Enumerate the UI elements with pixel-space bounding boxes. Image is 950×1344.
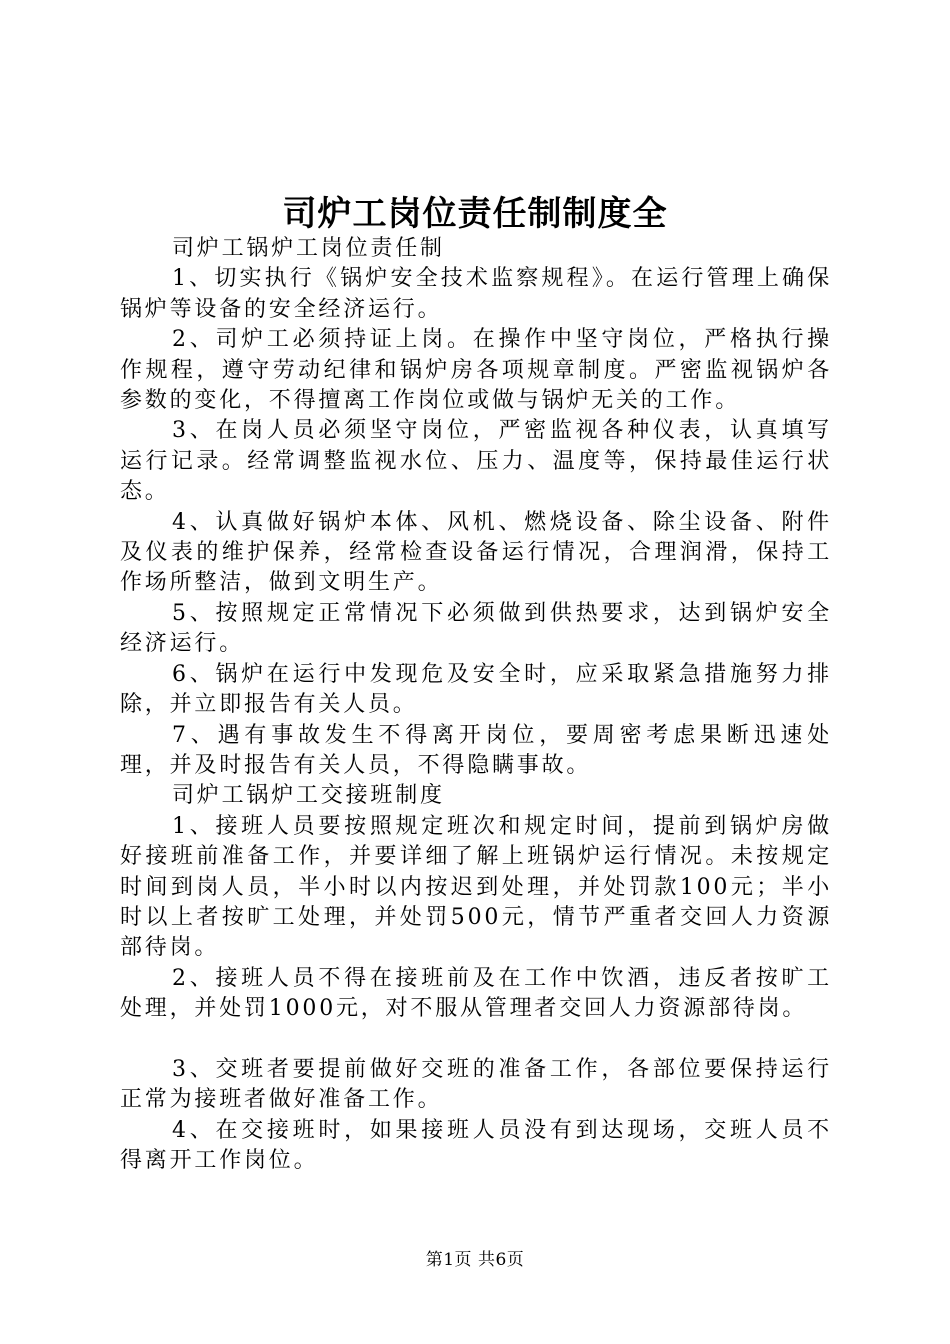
paragraph: 7、遇有事故发生不得离开岗位，要周密考虑果断迅速处理，并及时报告有关人员，不得隐瞒事故。 — [120, 722, 832, 778]
page-indicator: 第1页 共6页 — [425, 1250, 525, 1270]
paragraph: 3、在岗人员必须坚守岗位，严密监视各种仪表，认真填写运行记录。经常调整监视水位、压力、温度等，保持最佳运行状态。 — [120, 418, 832, 505]
paragraph: 2、司炉工必须持证上岗。在操作中坚守岗位，严格执行操作规程，遵守劳动纪律和锅炉房各项规章制度。严密监视锅炉各参数的变化，不得擅离工作岗位或做与锅炉无关的工作。 — [120, 327, 832, 414]
section-heading-shift-handover: 司炉工锅炉工交接班制度 — [172, 783, 445, 809]
paragraph: 4、认真做好锅炉本体、风机、燃烧设备、除尘设备、附件及仪表的维护保养，经常检查设备运行情况，合理润滑，保持工作场所整洁，做到文明生产。 — [120, 509, 832, 596]
document-title: 司炉工岗位责任制制度全 — [282, 194, 668, 234]
paragraph: 4、在交接班时，如果接班人员没有到达现场，交班人员不得离开工作岗位。 — [120, 1117, 832, 1174]
paragraph: 2、接班人员不得在接班前及在工作中饮酒，违反者按旷工处理，并处罚1000元，对不服从管理者交回人力资源部待岗。 — [120, 965, 832, 1022]
paragraph: 1、接班人员要按照规定班次和规定时间，提前到锅炉房做好接班前准备工作，并要详细了解上班锅炉运行情况。未按规定时间到岗人员，半小时以内按迟到处理，并处罚款100元；半小时以上者按旷工处理，并处罚500元，情节严重者交回人力资源部待岗。 — [120, 813, 832, 961]
paragraph: 1、切实执行《锅炉安全技术监察规程》。在运行管理上确保锅炉等设备的安全经济运行。 — [120, 266, 832, 322]
document-body — [120, 234, 832, 1177]
paragraph: 5、按照规定正常情况下必须做到供热要求，达到锅炉安全经济运行。 — [120, 600, 832, 657]
blank-line — [120, 1025, 832, 1055]
paragraph: 3、交班者要提前做好交班的准备工作，各部位要保持运行正常为接班者做好准备工作。 — [120, 1056, 832, 1113]
paragraph: 6、锅炉在运行中发现危及安全时，应采取紧急措施努力排除，并立即报告有关人员。 — [120, 661, 832, 718]
section-heading-job-responsibility: 司炉工锅炉工岗位责任制 — [172, 236, 445, 261]
